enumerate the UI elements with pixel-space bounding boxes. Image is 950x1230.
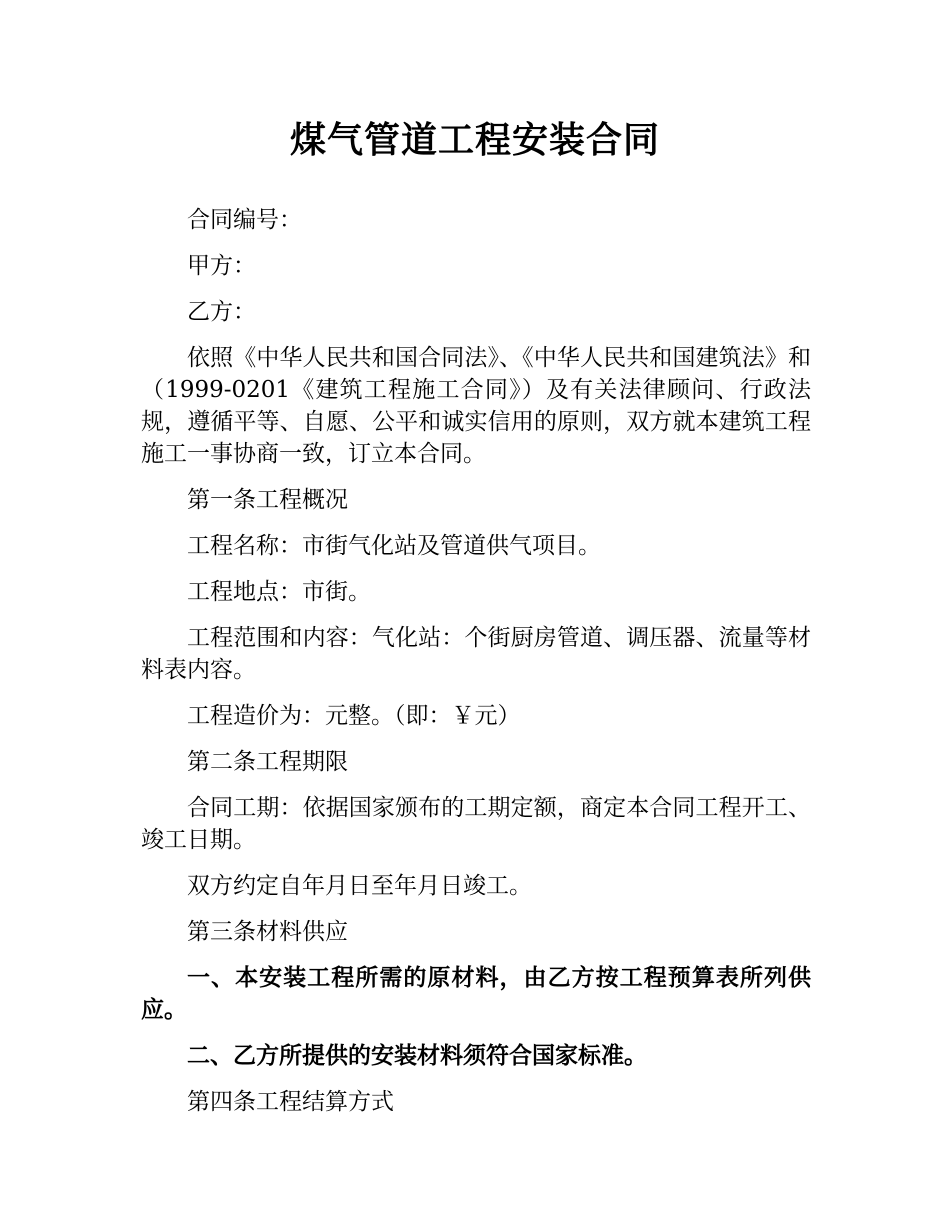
paragraph-agreed-dates: 双方约定自年月日至年月日竣工。 [187, 873, 532, 899]
document-body [141, 204, 811, 1132]
paragraph-project-scope: 工程范围和内容：气化站：个街厨房管道、调压器、流量等材料表内容。 [141, 625, 811, 683]
paragraph-contract-period: 合同工期：依据国家颁布的工期定额，商定本合同工程开工、竣工日期。 [141, 795, 811, 853]
paragraph-article-3-heading: 第三条材料供应 [187, 919, 348, 945]
paragraph-article-1-heading: 第一条工程概况 [187, 487, 348, 513]
document-title: 煤气管道工程安装合同 [289, 120, 660, 161]
paragraph-contract-number: 合同编号： [187, 207, 302, 233]
paragraph-material-clause-2: 二、乙方所提供的安装材料须符合国家标准。 [187, 1043, 647, 1069]
paragraph-preamble: 依照《中华人民共和国合同法》、《中华人民共和国建筑法》和（1999-0201《建筑工程施工合同》）及有关法律顾问、行政法规，遵循平等、自愿、公平和诚实信用的原则，双方就本建筑工程施工一事协商一致，订立本合同。 [141, 345, 811, 467]
paragraph-material-clause-1: 一、本安装工程所需的原材料，由乙方按工程预算表所列供应。 [141, 965, 811, 1023]
paragraph-article-4-heading: 第四条工程结算方式 [187, 1089, 394, 1115]
paragraph-project-location: 工程地点：市街。 [187, 579, 371, 605]
paragraph-project-cost: 工程造价为：元整。（即：￥元） [187, 703, 521, 729]
paragraph-project-name: 工程名称：市街气化站及管道供气项目。 [187, 533, 601, 559]
paragraph-party-b: 乙方： [187, 299, 256, 325]
paragraph-article-2-heading: 第二条工程期限 [187, 749, 348, 775]
paragraph-party-a: 甲方： [187, 253, 256, 279]
